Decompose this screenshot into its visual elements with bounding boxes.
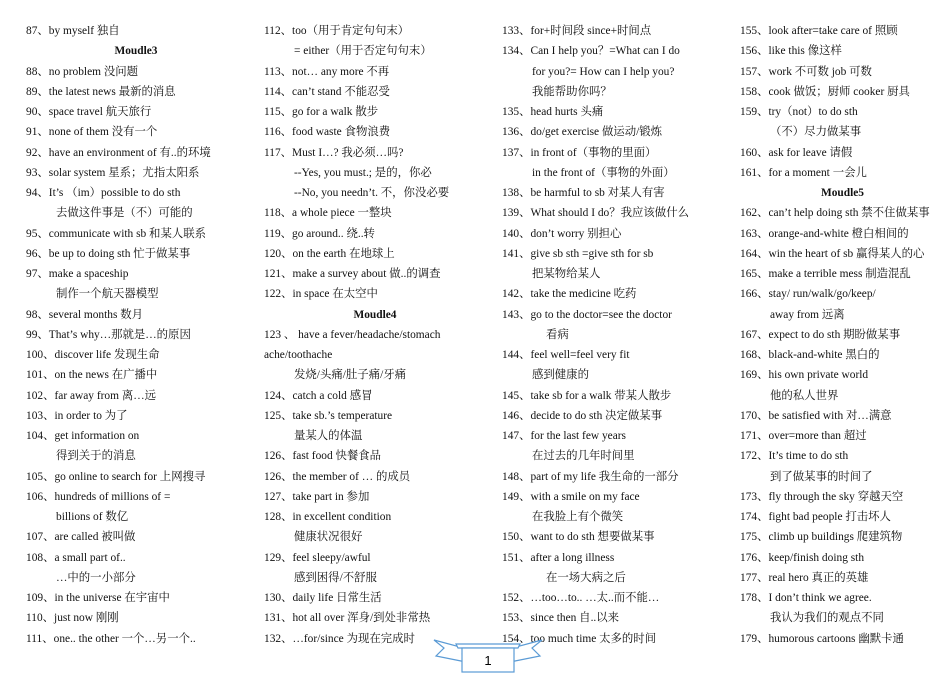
vocab-entry-line: 131、hot all over 浑身/到处非常热 (264, 612, 431, 625)
vocab-entry-line: 162、can’t help doing sth 禁不住做某事 (740, 207, 930, 220)
vocab-entry-line: 179、humorous cartoons 幽默卡通 (740, 632, 904, 645)
vocab-entry-line: 105、go online to search for 上网搜寻 (26, 470, 206, 483)
vocab-entry-line: 91、none of them 没有一个 (26, 126, 158, 139)
vocab-entry-line: 164、win the heart of sb 赢得某人的心 (740, 247, 925, 260)
vocab-entry-line: 148、part of my life 我生命的一部分 (502, 470, 679, 483)
vocab-entry-line: 104、get information on (26, 430, 140, 442)
vocab-entry-line: 111、one.. the other 一个…另一个.. (26, 632, 196, 645)
vocab-entry-line: 154、too much time 太多的时间 (502, 632, 657, 645)
vocab-entry-line: 93、solar system 星系；尤指太阳系 (26, 166, 200, 179)
vocab-entry-line: 133、for+时间段 since+时间点 (502, 25, 652, 37)
vocab-entry-line: 在我脸上有个微笑 (532, 511, 624, 523)
vocab-entry-line: 157、work 不可数 job 可数 (740, 65, 872, 78)
vocab-entry-line: 得到关于的消息 (56, 450, 136, 463)
page-number: 1 (484, 653, 492, 668)
vocab-entry-line: 125、take sb.’s temperature (264, 409, 393, 422)
vocab-entry-line: 166、stay/ run/walk/go/keep/ (740, 288, 876, 301)
vocab-entry-line: 142、take the medicine 吃药 (502, 288, 637, 301)
vocab-entry-line: 感到困得/不舒服 (294, 571, 377, 584)
vocab-entry-line: 130、daily life 日常生活 (264, 592, 382, 604)
vocab-entry-line: 117、Must I…? 我必须…吗? (264, 146, 404, 159)
vocab-entry-line: 146、decide to do sth 决定做某事 (502, 409, 663, 422)
vocab-entry-line: 137、in front of（事物的里面） (502, 146, 657, 159)
vocab-entry-line: 124、catch a cold 感冒 (264, 389, 373, 402)
vocab-entry-line: 161、for a moment 一会儿 (740, 166, 867, 179)
vocab-entry-line: in the front of（事物的外面） (532, 166, 675, 179)
vocab-entry-line: 158、cook 做饭；厨师 cooker 厨具 (740, 85, 910, 98)
vocab-entry-line: 118、a whole piece 一整块 (264, 207, 392, 220)
vocab-entry-line: 92、have an environment of 有..的环境 (26, 146, 211, 159)
vocab-entry-line: 145、take sb for a walk 带某人散步 (502, 389, 672, 402)
vocab-entry-line: 177、real hero 真正的英雄 (740, 571, 869, 584)
vocab-column-2 (264, 21, 486, 649)
vocab-entry-line: 138、be harmful to sb 对某人有害 (502, 187, 665, 199)
vocab-entry-line: 122、in space 在太空中 (264, 288, 378, 301)
vocab-entry-line: 143、go to the doctor=see the doctor (502, 308, 672, 321)
vocab-entry-line: = either（用于否定句句末） (294, 45, 432, 58)
vocab-entry-line: 140、don’t worry 别担心 (502, 227, 622, 240)
vocab-entry-line: --No, you needn’t. 不，你没必要 (294, 187, 450, 199)
vocab-entry-line: 98、several months 数月 (26, 308, 144, 321)
vocab-entry-line: 108、a small part of.. (26, 551, 126, 564)
vocab-entry-line: 144、feel well=feel very fit (502, 349, 630, 361)
vocab-entry-line: 97、make a spaceship (26, 268, 129, 280)
vocab-entry-line: 136、do/get exercise 做运动/锻炼 (502, 126, 663, 139)
vocab-entry-line: 119、go around.. 绕..转 (264, 227, 375, 240)
module-heading: Moudle3 (114, 45, 158, 58)
vocab-entry-line: 他的私人世界 (770, 389, 839, 402)
vocab-column-4 (740, 21, 945, 649)
vocab-entry-line: 178、I don’t think we agree. (740, 592, 872, 604)
vocab-entry-line: 把某物给某人 (532, 268, 601, 280)
module-heading: Moudle4 (353, 308, 397, 321)
vocab-entry-line: 101、on the news 在广播中 (26, 369, 158, 382)
vocab-entry-line: 132、…for/since 为现在完成时 (264, 632, 415, 645)
vocab-entry-line: 我能帮助你吗？ (532, 85, 612, 98)
vocab-entry-line: for you?= How can I help you? (532, 65, 675, 78)
vocab-entry-line: 99、That’s why…那就是…的原因 (26, 328, 191, 341)
vocab-entry-line: 168、black-and-white 黑白的 (740, 349, 880, 361)
vocab-entry-line: 174、fight bad people 打击坏人 (740, 511, 891, 523)
vocab-entry-line: 95、communicate with sb 和某人联系 (26, 227, 207, 240)
vocab-entry-line: 102、far away from 离…远 (26, 389, 157, 402)
vocab-entry-line: 176、keep/finish doing sth (740, 551, 865, 564)
vocab-entry-line: 112、too（用于肯定句句末） (264, 25, 410, 37)
vocab-entry-line: 106、hundreds of millions of = (26, 490, 171, 503)
vocab-entry-line: 123 、 have a fever/headache/stomach (264, 328, 441, 341)
vocab-entry-line: 90、space travel 航天旅行 (26, 106, 152, 118)
vocab-entry-line: 128、in excellent condition (264, 511, 392, 523)
vocab-entry-line: 88、no problem 没问题 (26, 65, 138, 78)
vocab-entry-line: 167、expect to do sth 期盼做某事 (740, 328, 901, 341)
vocab-entry-line: 制作一个航天器模型 (56, 288, 159, 301)
vocab-entry-line: 109、in the universe 在宇宙中 (26, 592, 170, 604)
vocab-entry-line: 121、make a survey about 做..的调查 (264, 268, 441, 280)
vocab-entry-line: 87、by myself 独自 (26, 25, 120, 37)
vocab-entry-line: 114、can’t stand 不能忍受 (264, 85, 390, 98)
vocab-entry-line: 173、fly through the sky 穿越天空 (740, 490, 904, 503)
vocab-entry-line: 96、be up to doing sth 忙于做某事 (26, 247, 191, 260)
vocab-entry-line: 134、Can I help you？=What can I do (502, 45, 680, 58)
vocab-entry-line: 147、for the last few years (502, 430, 626, 442)
vocab-entry-line: （不）尽力做某事 (770, 126, 862, 139)
vocab-entry-line: 感到健康的 (532, 369, 589, 382)
vocab-entry-line: 107、are called 被叫做 (26, 531, 136, 544)
vocab-entry-line: away from 远离 (770, 308, 845, 321)
vocab-entry-line: 156、like this 像这样 (740, 45, 842, 58)
vocab-entry-line: 我认为我们的观点不同 (770, 612, 884, 625)
vocab-entry-line: 100、discover life 发现生命 (26, 349, 160, 361)
vocab-entry-line: 155、look after=take care of 照顾 (740, 25, 898, 37)
vocab-entry-line: 到了做某事的时间了 (770, 470, 873, 483)
vocab-entry-line: 163、orange-and-white 橙白相间的 (740, 227, 909, 240)
vocab-entry-line: 129、feel sleepy/awful (264, 551, 371, 564)
vocab-entry-line: 看病 (546, 328, 569, 341)
module-heading: Moudle5 (820, 187, 865, 199)
vocab-entry-line: 113、not… any more 不再 (264, 65, 390, 78)
vocab-entry-line: 152、…too…to.. …太..而不能… (502, 592, 660, 604)
vocab-entry-line: 103、in order to 为了 (26, 409, 128, 422)
vocab-entry-line: 165、make a terrible mess 制造混乱 (740, 268, 911, 280)
vocab-entry-line: 94、It’s （im）possible to do sth (26, 187, 181, 199)
vocab-entry-line: …中的一小部分 (56, 571, 136, 584)
vocab-entry-line: 171、over=more than 超过 (740, 430, 867, 442)
vocab-entry-line: 126、the member of … 的成员 (264, 470, 411, 483)
vocab-entry-line: 116、food waste 食物浪费 (264, 126, 391, 139)
vocab-entry-line: 89、the latest news 最新的消息 (26, 85, 176, 98)
vocab-entry-line: 150、want to do sth 想要做某事 (502, 531, 655, 544)
vocab-column-3 (502, 21, 724, 649)
vocab-entry-line: 去做这件事是（不）可能的 (56, 207, 193, 220)
vocab-entry-line: billions of 数亿 (56, 511, 129, 523)
vocab-entry-line: 120、on the earth 在地球上 (264, 247, 395, 260)
vocab-entry-line: 160、ask for leave 请假 (740, 146, 853, 159)
vocab-entry-line: 发烧/头痛/肚子痛/牙痛 (294, 369, 407, 382)
vocab-entry-line: 151、after a long illness (502, 551, 615, 564)
vocab-entry-line: 在过去的几年时间里 (532, 450, 635, 463)
vocab-entry-line: --Yes, you must.; 是的，你必 (294, 166, 432, 179)
vocab-entry-line: 149、with a smile on my face (502, 490, 640, 503)
vocab-entry-line: 126、fast food 快餐食品 (264, 450, 382, 463)
vocab-entry-line: 量某人的体温 (294, 430, 363, 442)
vocab-entry-line: 在一场大病之后 (546, 571, 626, 584)
vocab-entry-line: 139、What should I do？我应该做什么 (502, 207, 689, 220)
vocab-entry-line: 115、go for a walk 散步 (264, 106, 379, 118)
vocab-entry-line: ache/toothache (264, 349, 333, 361)
vocab-entry-line: 153、since then 自..以来 (502, 612, 620, 625)
vocab-entry-line: 健康状况很好 (294, 531, 363, 544)
vocab-column-1 (26, 21, 246, 649)
vocab-entry-line: 169、his own private world (740, 369, 869, 382)
vocab-entry-line: 175、climb up buildings 爬建筑物 (740, 531, 903, 544)
vocab-entry-line: 170、be satisfied with 对…满意 (740, 409, 892, 422)
vocab-entry-line: 135、head hurts 头痛 (502, 106, 604, 118)
vocab-entry-line: 110、just now 刚刚 (26, 612, 119, 625)
vocab-entry-line: 141、give sb sth =give sth for sb (502, 247, 654, 260)
vocab-entry-line: 127、take part in 参加 (264, 490, 370, 503)
vocab-entry-line: 172、It’s time to do sth (740, 450, 849, 463)
vocab-entry-line: 159、try（not）to do sth (740, 106, 858, 118)
